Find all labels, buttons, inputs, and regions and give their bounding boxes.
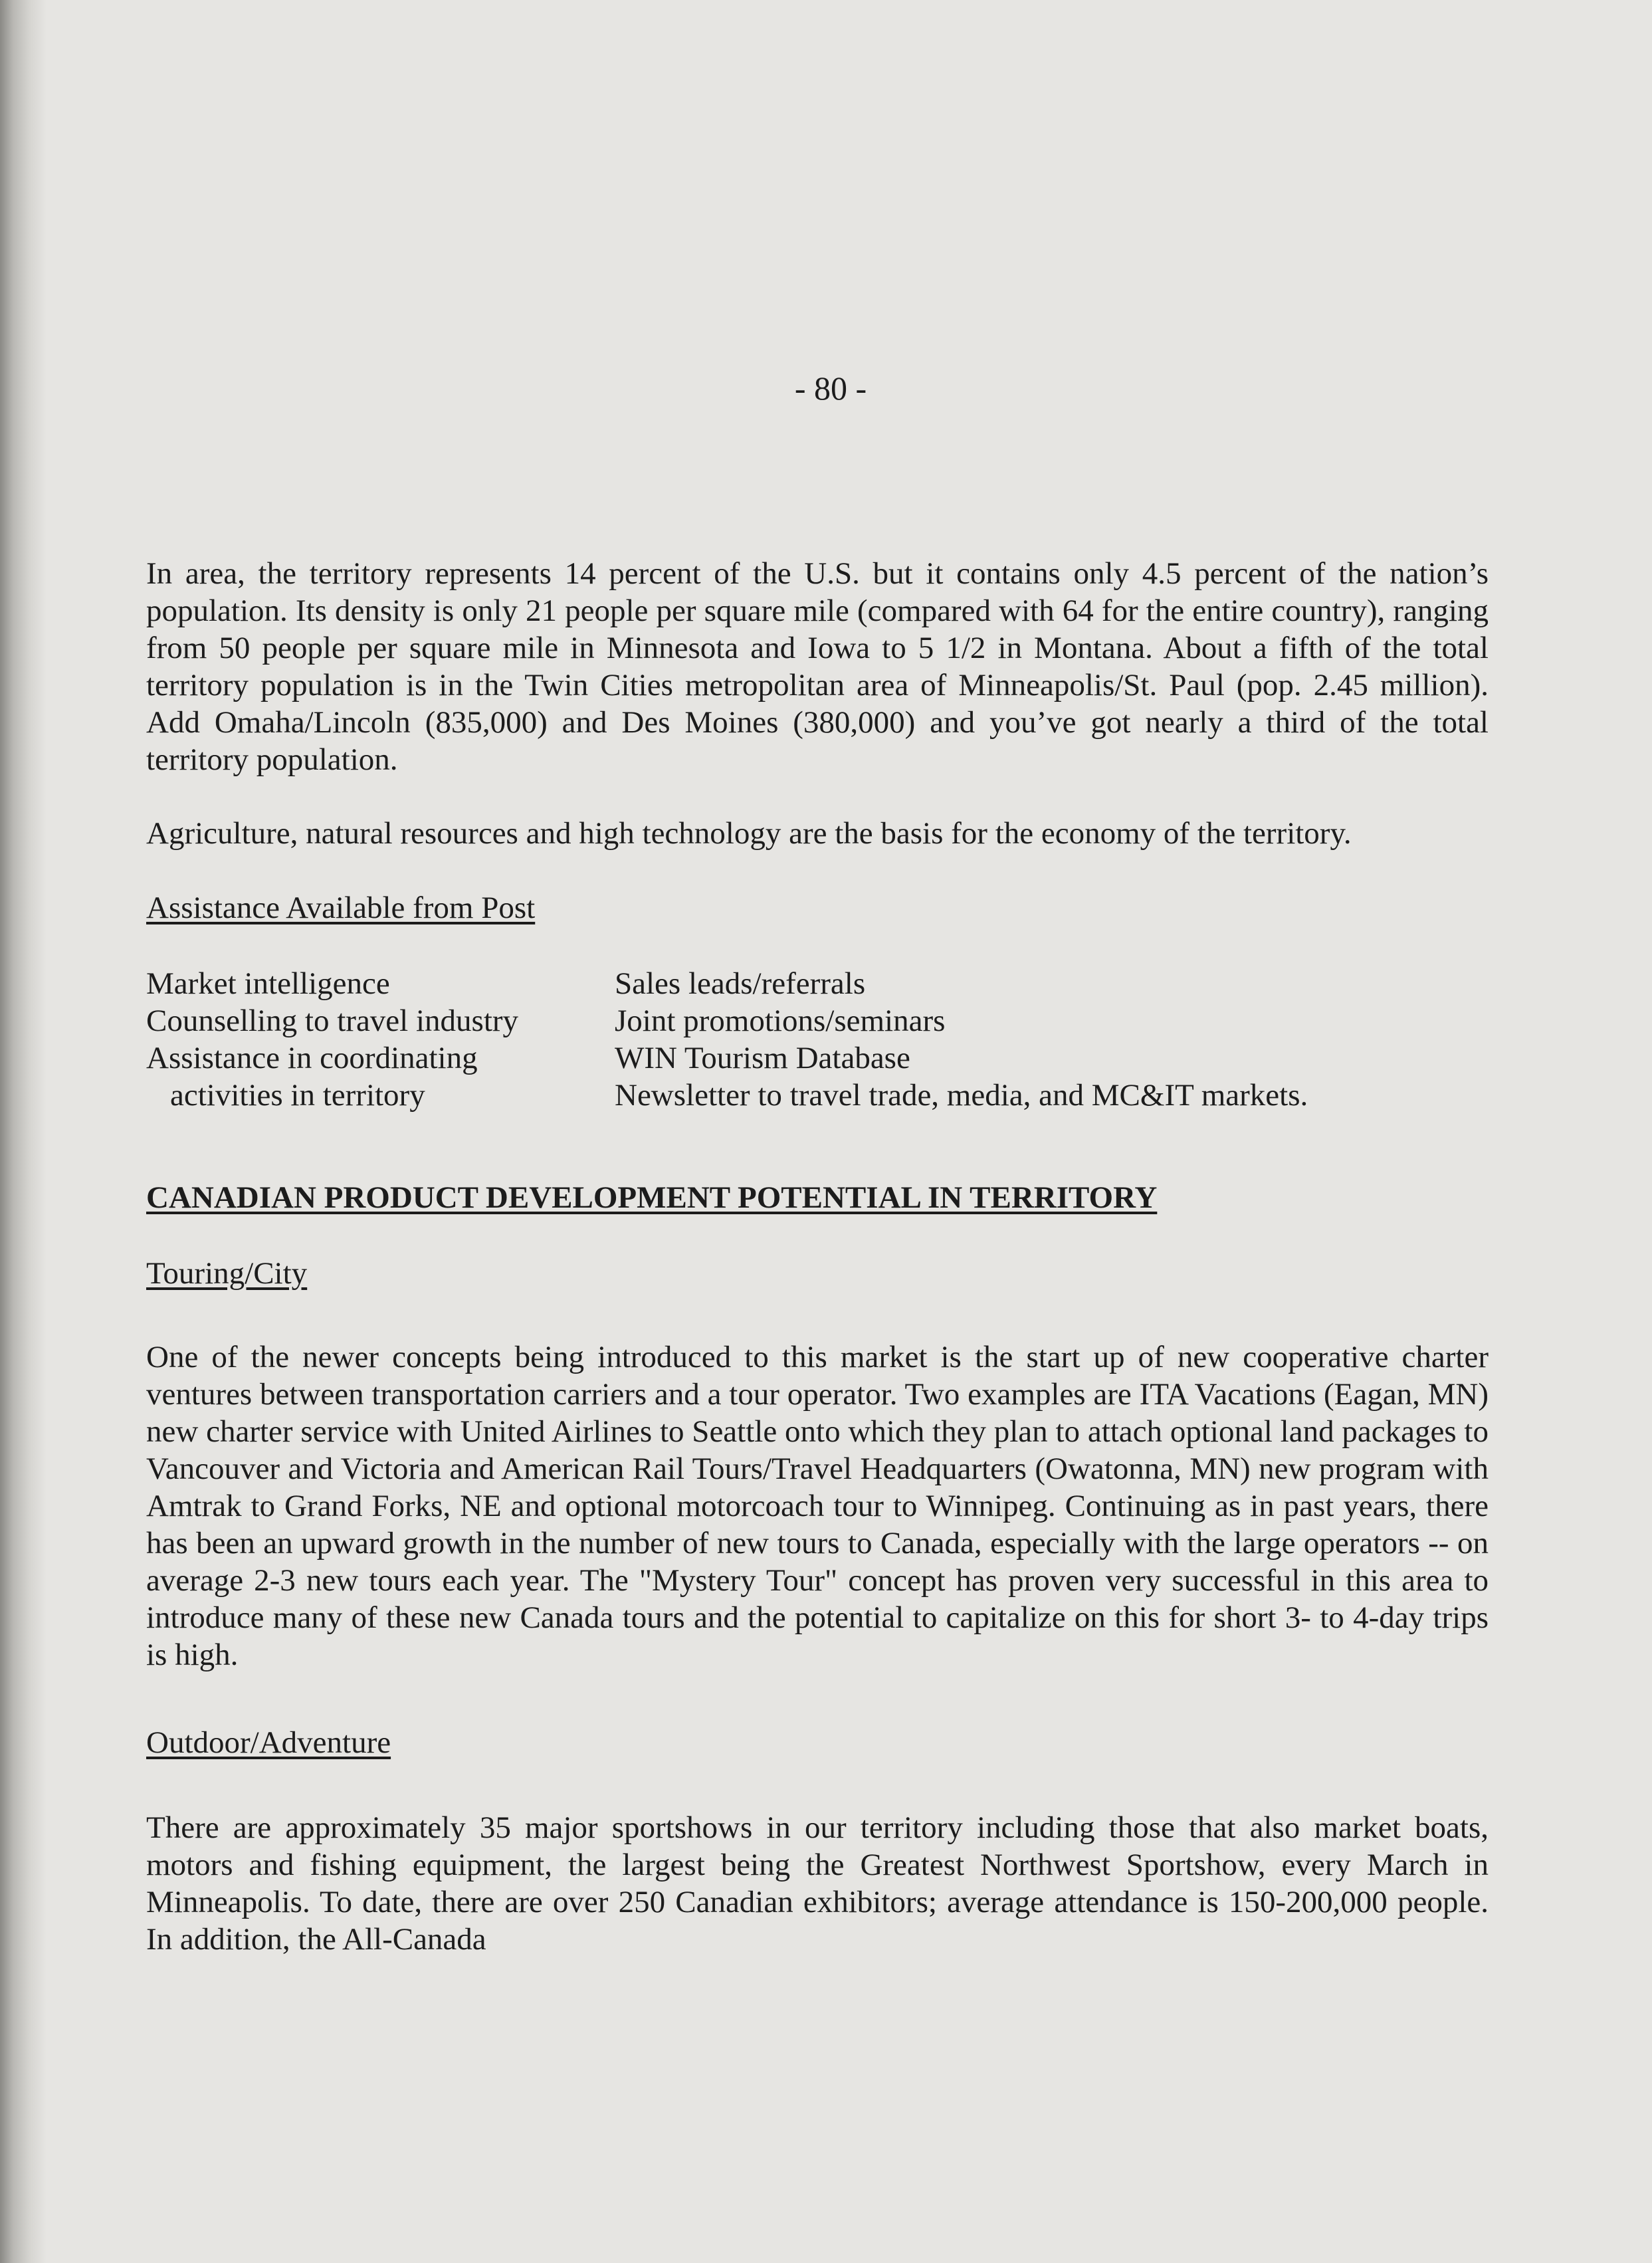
- assistance-left-item: Market intelligence: [146, 966, 390, 1001]
- assistance-heading: Assistance Available from Post: [146, 891, 536, 925]
- paragraph-agriculture: Agriculture, natural resources and high technology are the basis for the economy of the territory.: [146, 816, 1352, 851]
- touring-heading: Touring/City: [146, 1256, 308, 1291]
- assistance-right-item: Newsletter to travel trade, media, and MC&IT markets.: [615, 1078, 1308, 1113]
- assistance-right-item: WIN Tourism Database: [615, 1041, 910, 1075]
- assistance-left-item: Counselling to travel industry: [146, 1004, 519, 1038]
- page-content: [146, 555, 1489, 1958]
- paragraph-touring: One of the newer concepts being introduced to this market is the start up of new cooperative charter ventures between transportation carriers and a tour operator. Two examples are ITA Vacations (Eagan, MN) new charter service with United Airlines to Seattle onto which they plan to attach optional land packages to Vancouver and Victoria and American Rail Tours/Travel Headquarters (Owatonna, MN) new program with Amtrak to Grand Forks, NE and optional motorcoach tour to Winnipeg. Continuing as in past years, there has been an upward growth in the number of new tours to Canada, especially with the large operators -- on average 2-3 new tours each year. The "Mystery Tour" concept has proven very successful in this area to introduce many of these new Canada tours and the potential to capitalize on this for short 3- to 4-day trips is high.: [146, 1340, 1489, 1672]
- assistance-right-item: Joint promotions/seminars: [615, 1004, 946, 1038]
- paragraph-outdoor: There are approximately 35 major sportshows in our territory including those that also market boats, motors and fishing equipment, the largest being the Greatest Northwest Sportshow, every March in Minneapolis. To date, there are over 250 Canadian exhibitors; average attendance is 150-200,000 people. In addition, the All-Canada: [146, 1810, 1489, 1957]
- assistance-right-item: Sales leads/referrals: [615, 966, 866, 1001]
- outdoor-heading: Outdoor/Adventure: [146, 1725, 391, 1760]
- assistance-left-item: Assistance in coordinating: [146, 1041, 478, 1075]
- paragraph-territory-area: In area, the territory represents 14 percent of the U.S. but it contains only 4.5 percent of the nation’s population. Its density is only 21 people per square mile (compared with 64 for the entire country), ranging from 50 people per square mile in Minnesota and Iowa to 5 1/2 in Montana. About a fifth of the total territory population is in the Twin Cities metropolitan area of Minneapolis/St. Paul (pop. 2.45 million). Add Omaha/Lincoln (835,000) and Des Moines (380,000) and you’ve got nearly a third of the total territory population.: [146, 556, 1489, 777]
- assistance-left-item: activities in territory: [170, 1078, 425, 1113]
- page-number: - 80 -: [794, 370, 867, 407]
- assistance-list: [146, 965, 1489, 1114]
- section-heading: CANADIAN PRODUCT DEVELOPMENT POTENTIAL IN TERRITORY: [146, 1180, 1158, 1215]
